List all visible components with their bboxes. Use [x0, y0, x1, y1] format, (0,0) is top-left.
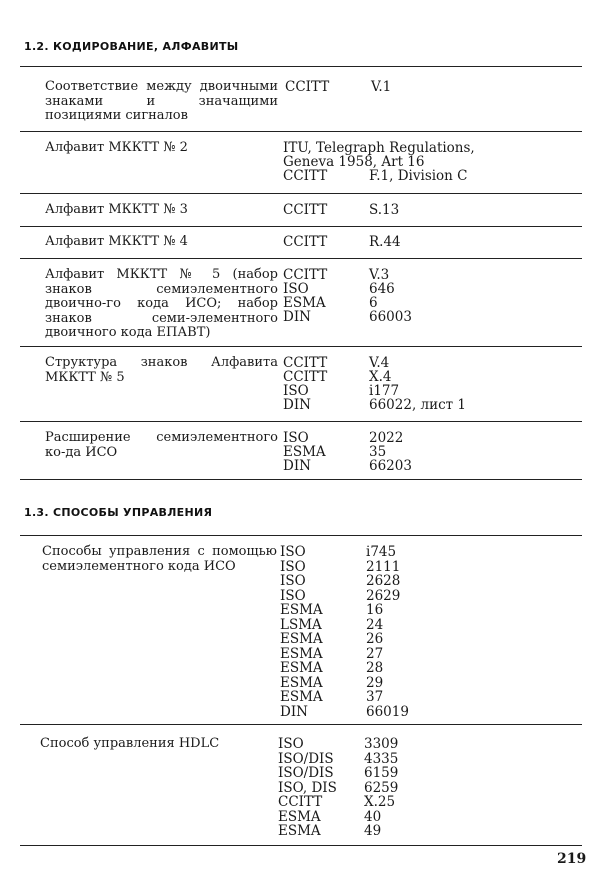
- ref-num: 26: [366, 631, 384, 647]
- topic-cell: Алфавит МККТТ № 4: [45, 234, 188, 249]
- ref-num: X.4: [369, 369, 392, 385]
- ref-org: CCITT: [283, 267, 328, 283]
- ref-num: 66019: [366, 703, 409, 720]
- topic-cell: Способы управления с помощью семиэлементного кода ИСО: [42, 544, 277, 574]
- ref-org: ESMA: [278, 823, 321, 839]
- ref-org: ESMA: [278, 808, 321, 825]
- ref-num: 646: [369, 281, 395, 297]
- ref-num: 2628: [366, 573, 401, 589]
- ref-num: 49: [364, 823, 382, 839]
- row-divider: [20, 193, 582, 194]
- ref-num: S.13: [369, 202, 400, 218]
- table-row: [20, 431, 580, 475]
- ref-org: ISO/DIS: [278, 750, 334, 767]
- ref-num: i177: [369, 383, 400, 399]
- ref-num: R.44: [369, 234, 401, 250]
- ref-org: ESMA: [280, 631, 323, 647]
- ref-org: ESMA: [280, 645, 323, 662]
- page-number: 219: [557, 851, 587, 867]
- ref-org: ISO, DIS: [278, 779, 337, 796]
- row-divider: [20, 131, 582, 132]
- ref-num: V.1: [371, 79, 392, 95]
- ref-org: CCITT: [283, 234, 328, 250]
- ref-org: ISO: [278, 736, 304, 752]
- row-divider: [20, 421, 582, 422]
- ref-org: DIN: [280, 703, 308, 720]
- table-row: [20, 356, 580, 416]
- ref-num: 24: [366, 616, 384, 633]
- topic-cell: Способ управления HDLC: [40, 736, 220, 751]
- topic-cell: Соответствие между двоичными знаками и значащими позициями сигналов: [45, 79, 278, 123]
- table-row: [20, 737, 580, 842]
- section-divider: [20, 66, 582, 67]
- ref-org: ESMA: [283, 444, 326, 460]
- section-divider: [20, 535, 582, 536]
- ref-num: 40: [364, 808, 382, 825]
- topic-cell: Структура знаков Алфавита МККТТ № 5: [45, 355, 278, 385]
- ref-num: 3309: [364, 736, 399, 752]
- table-row: [20, 80, 580, 128]
- bottom-divider: [20, 845, 582, 846]
- ref-org: ISO: [280, 573, 306, 589]
- section-heading-control: 1.3. СПОСОБЫ УПРАВЛЕНИЯ: [24, 506, 213, 519]
- table-row: [20, 268, 580, 340]
- ref-wide-line: ITU, Telegraph Regulations,: [283, 140, 475, 156]
- section-heading-coding: 1.2. КОДИРОВАНИЕ, АЛФАВИТЫ: [24, 40, 239, 53]
- ref-num: 6159: [364, 765, 399, 781]
- ref-num: 16: [366, 602, 384, 618]
- ref-num: 66203: [369, 458, 412, 474]
- ref-num: V.4: [369, 355, 390, 371]
- ref-wide-line: Geneva 1958, Art 16: [283, 154, 425, 170]
- topic-cell: Алфавит МККТТ № 2: [45, 140, 188, 155]
- ref-num: 66003: [369, 309, 412, 325]
- ref-org: CCITT: [283, 168, 328, 184]
- ref-num: 27: [366, 645, 384, 662]
- ref-num: 29: [366, 674, 384, 691]
- table-row: [20, 235, 580, 255]
- ref-num: X.25: [364, 794, 396, 810]
- section-divider: [20, 479, 582, 480]
- ref-num: 35: [369, 444, 387, 460]
- ref-num: 28: [366, 660, 384, 676]
- ref-org: CCITT: [283, 369, 328, 385]
- ref-num: 66022, лист 1: [369, 397, 467, 413]
- ref-num: 6259: [364, 779, 399, 796]
- ref-num: 6: [369, 295, 378, 311]
- ref-org: CCITT: [283, 355, 328, 371]
- ref-num: 2111: [366, 558, 401, 575]
- ref-org: ISO: [283, 281, 309, 297]
- ref-num: 37: [366, 689, 384, 705]
- ref-num: 4335: [364, 750, 399, 767]
- ref-num: 2629: [366, 587, 401, 604]
- row-divider: [20, 226, 582, 227]
- ref-num: 2022: [369, 430, 404, 446]
- ref-org: DIN: [283, 397, 311, 413]
- ref-org: ISO: [280, 587, 306, 604]
- ref-org: DIN: [283, 309, 311, 325]
- ref-org: CCITT: [285, 79, 330, 95]
- ref-org: ESMA: [283, 295, 326, 311]
- ref-org: LSMA: [280, 616, 322, 633]
- table-row: [20, 545, 580, 720]
- ref-org: ISO: [280, 544, 306, 560]
- ref-org: ISO: [283, 383, 309, 399]
- ref-org: ESMA: [280, 660, 323, 676]
- ref-num: i745: [366, 544, 397, 560]
- topic-cell: Алфавит МККТТ № 3: [45, 202, 188, 217]
- ref-org: ESMA: [280, 602, 323, 618]
- row-divider: [20, 724, 582, 725]
- ref-num: V.3: [369, 267, 390, 283]
- ref-org: ISO/DIS: [278, 765, 334, 781]
- table-row: [20, 141, 580, 189]
- ref-org: CCITT: [278, 794, 323, 810]
- row-divider: [20, 346, 582, 347]
- ref-org: ESMA: [280, 674, 323, 691]
- ref-num: F.1, Division C: [369, 168, 468, 184]
- topic-cell: Алфавит МККТТ № 5 (набор знаков семиэлементного двоично-го кода ИСО; набор знаков семи-элементного двоичного кода ЕПАВТ): [45, 267, 278, 340]
- ref-org: ISO: [280, 558, 306, 575]
- ref-org: CCITT: [283, 202, 328, 218]
- topic-cell: Расширение семиэлементного ко-да ИСО: [45, 430, 278, 460]
- row-divider: [20, 258, 582, 259]
- ref-org: ISO: [283, 430, 309, 446]
- table-row: [20, 203, 580, 223]
- ref-org: ESMA: [280, 689, 323, 705]
- ref-org: DIN: [283, 458, 311, 474]
